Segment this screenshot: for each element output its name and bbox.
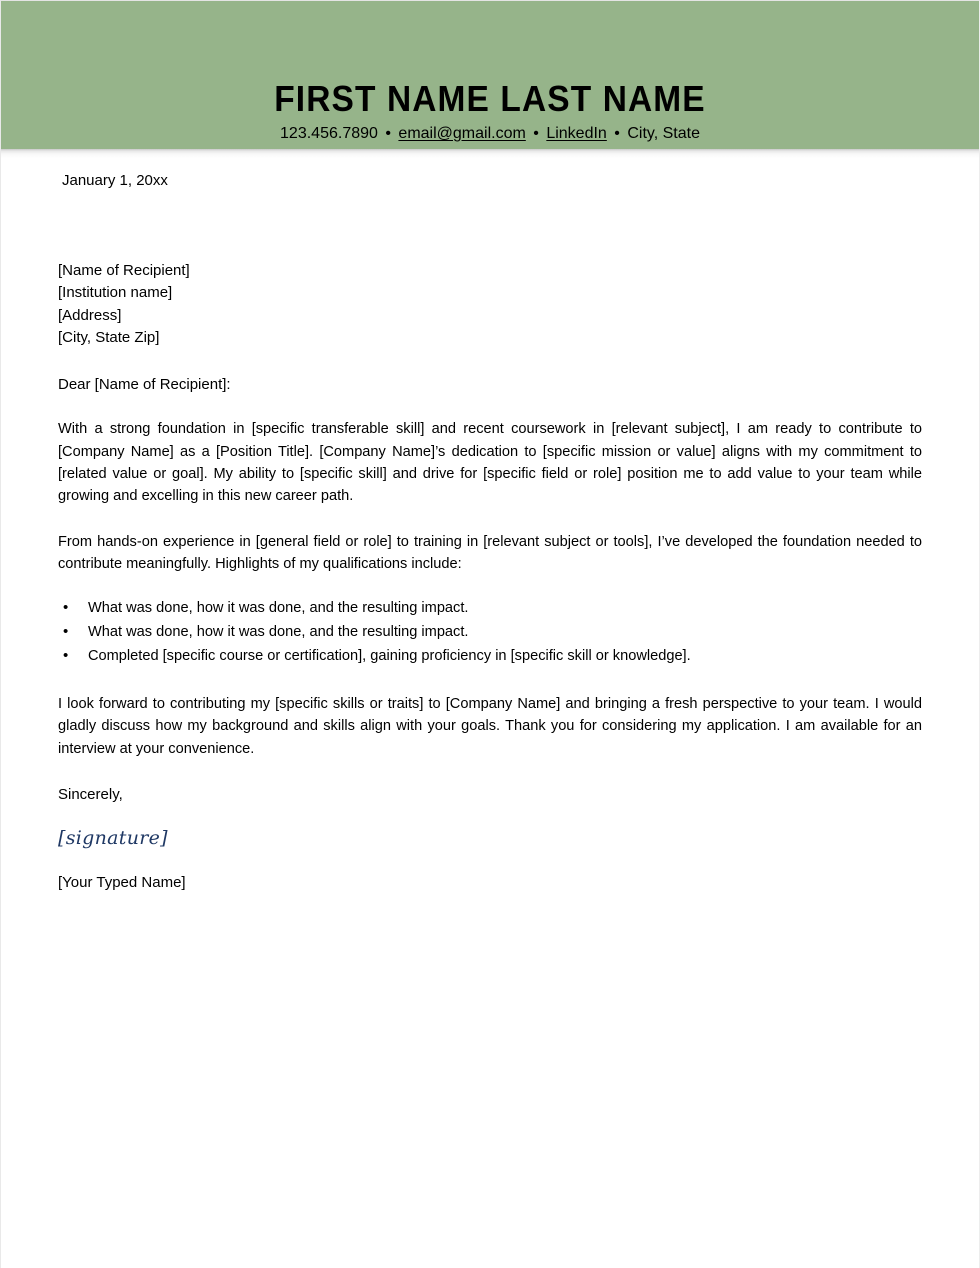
linkedin-link[interactable]: LinkedIn: [546, 125, 607, 142]
recipient-city-state-zip: [City, State Zip]: [58, 329, 160, 347]
separator-bullet-2: •: [533, 125, 539, 142]
email-link[interactable]: email@gmail.com: [398, 125, 526, 142]
letter-body: [58, 169, 922, 890]
recipient-address: [Address]: [58, 306, 122, 324]
list-item: • Completed [specific course or certification], gaining proficiency in [specific skill or knowledge].: [58, 645, 922, 668]
body-paragraph-2: From hands-on experience in [general field or role] to training in [relevant subject or tools], I’ve developed the foundation needed to contribute meaningfully. Highlights of my qualifications include:: [58, 534, 922, 573]
body-paragraph-3: I look forward to contributing my [specific skills or traits] to [Company Name] and bringing a fresh perspective to your team. I would gladly discuss how my background and skills align with your goals. Thank you for considering my application. I am available for an interview at your convenience.: [58, 696, 922, 757]
qualifications-list: [58, 597, 922, 667]
letterhead-header-band: [1, 1, 979, 149]
page-title: FIRST NAME LAST NAME: [274, 78, 706, 119]
signature-placeholder: [signature]: [58, 826, 168, 849]
phone-number: 123.456.7890: [280, 125, 378, 142]
list-item: • What was done, how it was done, and the resulting impact.: [58, 597, 922, 620]
separator-bullet-3: •: [614, 125, 620, 142]
body-paragraph-1: With a strong foundation in [specific transferable skill] and recent coursework in [relevant subject], I am ready to contribute to [Company Name] as a [Position Title]. [Company Name]’s dedication to [specific mission or value] aligns with my commitment to [related value or goal]. My ability to [specific skill] and drive for [specific field or role] position me to add value to your team while growing and excelling in this new career path.: [58, 421, 922, 504]
recipient-address-block: [58, 260, 922, 349]
separator-bullet-1: •: [385, 125, 391, 142]
location-text: City, State: [627, 125, 700, 142]
letter-date: January 1, 20xx: [62, 172, 168, 189]
closing-salutation: Sincerely,: [58, 785, 123, 803]
salutation: Dear [Name of Recipient]:: [58, 376, 231, 394]
typed-name: [Your Typed Name]: [58, 873, 186, 891]
contact-info-line: [1, 126, 979, 142]
list-item: • What was done, how it was done, and the resulting impact.: [58, 621, 922, 644]
recipient-institution: [Institution name]: [58, 284, 173, 302]
recipient-name: [Name of Recipient]: [58, 262, 190, 279]
